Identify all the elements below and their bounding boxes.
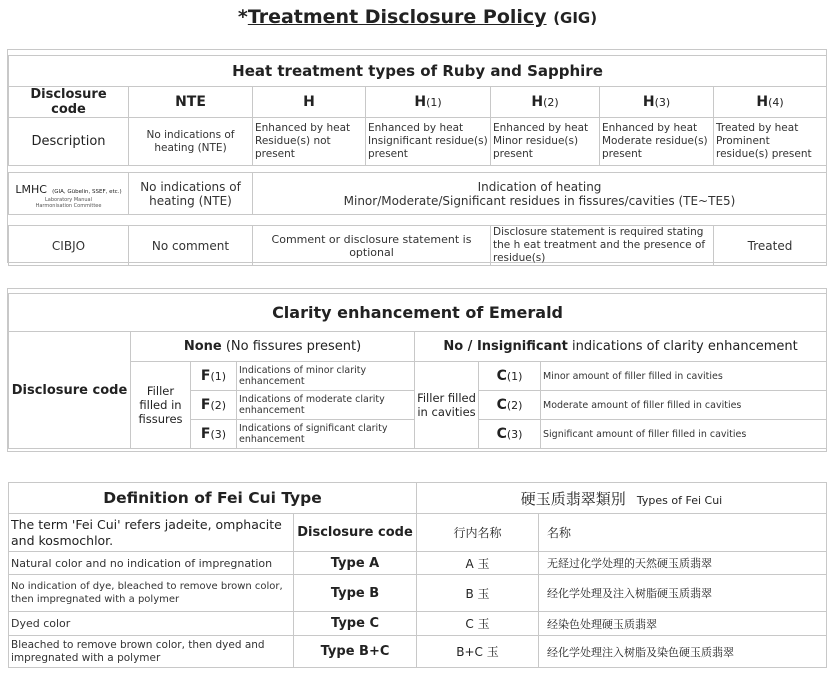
lmhc-members: (GIA, Gübelin, SSEF, etc.) <box>52 189 122 195</box>
ruby-code-h3: H(3) <box>600 87 714 118</box>
feicui-row-c-cn-name: 经染色处理硬玉质翡翠 <box>539 612 827 636</box>
ruby-desc-h: Enhanced by heat Residue(s) not present <box>253 118 366 166</box>
ruby-desc-h3: Enhanced by heat Moderate residue(s) present <box>600 118 714 166</box>
lmhc-note2: Harmonisation Committee <box>35 203 102 209</box>
feicui-row-a-desc: Natural color and no indication of impregnation <box>9 552 294 575</box>
ruby-description-label: Description <box>9 118 129 166</box>
emerald-table <box>8 293 827 449</box>
emerald-f3-desc: Indications of significant clarity enhancement <box>237 420 415 449</box>
ruby-code-h4: H(4) <box>714 87 827 118</box>
cibjo-treated: Treated <box>714 226 827 266</box>
lmhc-label: LMHC <box>15 183 47 196</box>
feicui-row-c-desc: Dyed color <box>9 612 294 636</box>
feicui-term: The term 'Fei Cui' refers jadeite, omphacite and kosmochlor. <box>9 514 294 552</box>
feicui-row-a-type: Type A <box>294 552 417 575</box>
emerald-none <box>131 332 415 362</box>
ruby-code-h1: H(1) <box>366 87 491 118</box>
cibjo-optional: Comment or disclosure statement is optional <box>253 226 491 266</box>
emerald-heading: Clarity enhancement of Emerald <box>9 294 827 332</box>
emerald-f3-code: F(3) <box>191 420 237 449</box>
emerald-c3-desc: Significant amount of filler filled in cavities <box>541 420 827 449</box>
emerald-f1-desc: Indications of minor clarity enhancement <box>237 362 415 391</box>
feicui-row-b-cn-name: 经化学处理及注入树脂硬玉质翡翠 <box>539 575 827 612</box>
emerald-none-rest: (No fissures present) <box>225 339 362 354</box>
feicui-row-a-cn-name: 无経过化学处理的天然硬玉质翡翠 <box>539 552 827 575</box>
lmhc-indication-line2: Minor/Moderate/Significant residues in fissures/cavities (TE~TE5) <box>343 193 736 208</box>
lmhc-indication-line1: Indication of heating <box>477 179 602 194</box>
feicui-disclosure-label: Disclosure code <box>294 514 417 552</box>
feicui-cn-heading-en: Types of Fei Cui <box>636 493 723 507</box>
cavities-label: Filler filled in cavities <box>415 362 479 449</box>
lmhc-label-cell <box>9 173 129 215</box>
feicui-row-a-cn-short: A 玉 <box>417 552 539 575</box>
cibjo-required: Disclosure statement is required stating the h eat treatment and the presence of residue(s) <box>491 226 714 266</box>
feicui-table <box>8 482 827 668</box>
feicui-heading: Definition of Fei Cui Type <box>9 483 417 514</box>
feicui-row-b-desc: No indication of dye, bleached to remove brown color, then impregnated with a polymer <box>9 575 294 612</box>
feicui-cn-heading-cell <box>417 483 827 514</box>
emerald-c2-desc: Moderate amount of filler filled in cavities <box>541 391 827 420</box>
ruby-code-nte: NTE <box>129 87 253 118</box>
emerald-c3-code: C(3) <box>479 420 541 449</box>
emerald-none-bold: None <box>183 339 222 354</box>
cibjo-table <box>8 225 827 266</box>
lmhc-note1: Laboratory Manual <box>45 197 92 203</box>
title-prefix: * <box>237 6 248 28</box>
feicui-row-c-cn-short: C 玉 <box>417 612 539 636</box>
ruby-desc-nte: No indications of heating (NTE) <box>129 118 253 166</box>
emerald-disclosure-label: Disclosure code <box>9 332 131 449</box>
feicui-row-b-cn-short: B 玉 <box>417 575 539 612</box>
feicui-row-b-type: Type B <box>294 575 417 612</box>
feicui-row-c-type: Type C <box>294 612 417 636</box>
lmhc-table <box>8 172 827 215</box>
emerald-c2-code: C(2) <box>479 391 541 420</box>
ruby-disclosure-label: Disclosure code <box>9 87 129 118</box>
ruby-code-h2: H(2) <box>491 87 600 118</box>
page-title <box>0 6 835 28</box>
feicui-row-bc-desc: Bleached to remove brown color, then dyed and impregnated with a polymer <box>9 636 294 668</box>
emerald-f2-code: F(2) <box>191 391 237 420</box>
feicui-row-bc-type: Type B+C <box>294 636 417 668</box>
feicui-cn-heading: 硬玉质翡翠類別 <box>520 489 626 508</box>
cibjo-label: CIBJO <box>9 226 129 266</box>
ruby-desc-h2: Enhanced by heat Minor residue(s) present <box>491 118 600 166</box>
emerald-insignificant <box>415 332 827 362</box>
emerald-c1-desc: Minor amount of filler filled in cavities <box>541 362 827 391</box>
fissures-label: Filler filled in fissures <box>131 362 191 449</box>
feicui-row-bc-cn-name: 经化学处理注入树脂及染色硬玉质翡翠 <box>539 636 827 668</box>
ruby-table <box>8 55 827 166</box>
feicui-cn-col1: 行内名称 <box>417 514 539 552</box>
title-suffix: (GIG) <box>553 9 598 27</box>
feicui-cn-col2: 名称 <box>539 514 827 552</box>
emerald-insig-rest: indications of clarity enhancement <box>571 339 798 354</box>
lmhc-indication <box>253 173 827 215</box>
emerald-f1-code: F(1) <box>191 362 237 391</box>
ruby-code-h: H <box>253 87 366 118</box>
title-main: Treatment Disclosure Policy <box>247 6 547 28</box>
emerald-c1-code: C(1) <box>479 362 541 391</box>
ruby-desc-h4: Treated by heat Prominent residue(s) present <box>714 118 827 166</box>
cibjo-no-comment: No comment <box>129 226 253 266</box>
ruby-desc-h1: Enhanced by heat Insignificant residue(s) present <box>366 118 491 166</box>
lmhc-nte: No indications of heating (NTE) <box>129 173 253 215</box>
emerald-insig-bold: No / Insignificant <box>443 339 568 354</box>
emerald-f2-desc: Indications of moderate clarity enhancement <box>237 391 415 420</box>
feicui-row-bc-cn-short: B+C 玉 <box>417 636 539 668</box>
ruby-heading: Heat treatment types of Ruby and Sapphire <box>9 56 827 87</box>
